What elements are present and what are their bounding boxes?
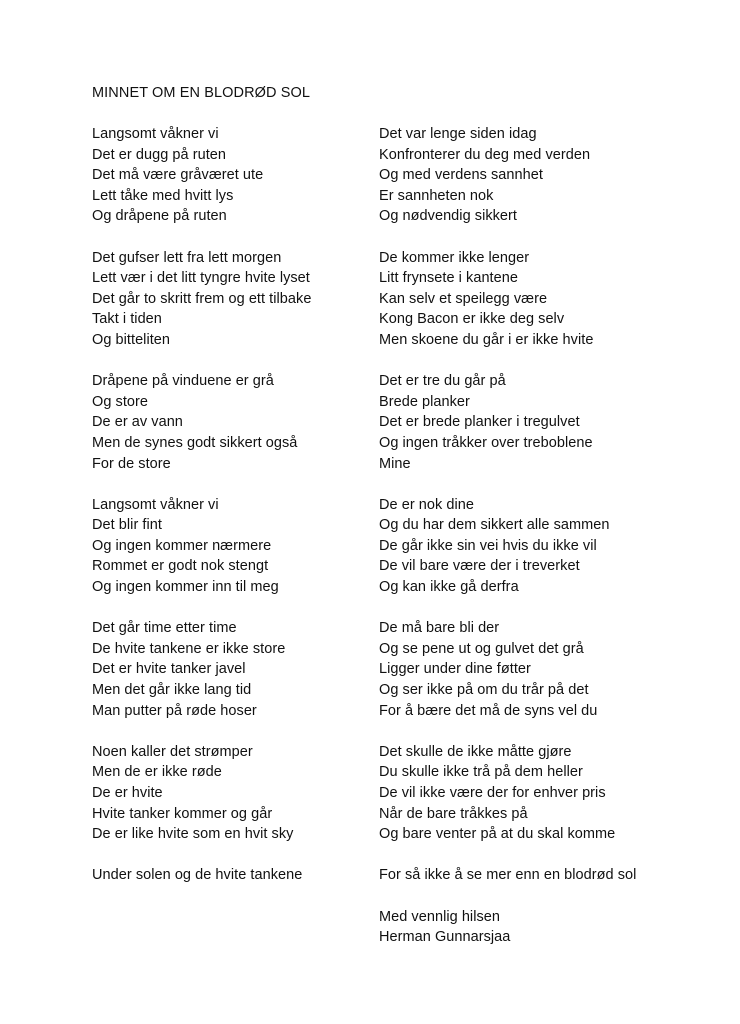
poem-line: Mine xyxy=(379,455,411,472)
poem-line: Kong Bacon er ikke deg selv xyxy=(379,311,565,328)
poem-line: Men skoene du går i er ikke hvite xyxy=(379,331,594,348)
poem-line: Lett tåke med hvitt lys xyxy=(92,187,234,204)
left-column xyxy=(92,124,372,907)
poem-line: Er sannheten nok xyxy=(379,187,494,204)
poem-title: MINNET OM EN BLODRØD SOL xyxy=(92,85,311,101)
poem-line: Det er hvite tanker javel xyxy=(92,661,246,678)
poem-line: Og bare venter på at du skal komme xyxy=(379,826,616,843)
poem-line: Og ingen kommer nærmere xyxy=(92,537,272,554)
poem-line: De kommer ikke lenger xyxy=(379,249,530,266)
poem-line: Det går to skritt frem og ett tilbake xyxy=(92,290,312,307)
poem-line: Det går time etter time xyxy=(92,620,237,637)
stanza xyxy=(92,742,372,845)
stanza xyxy=(379,248,709,351)
poem-line: Hvite tanker kommer og går xyxy=(92,805,273,822)
poem-line: Rommet er godt nok stengt xyxy=(92,558,269,575)
poem-line: Og dråpene på ruten xyxy=(92,208,227,225)
poem-line: De vil ikke være der for enhver pris xyxy=(379,785,606,801)
poem-line: Det er brede planker i tregulvet xyxy=(379,414,580,431)
poem-line: Og se pene ut og gulvet det grå xyxy=(379,640,584,657)
stanza xyxy=(92,371,372,474)
poem-line: Lett vær i det litt tyngre hvite lyset xyxy=(92,270,310,287)
stanza xyxy=(92,865,372,886)
poem-line: Og ingen kommer inn til meg xyxy=(92,579,279,596)
poem-line: Det skulle de ikke måtte gjøre xyxy=(379,743,572,760)
stanza xyxy=(379,865,709,886)
poem-line: Brede planker xyxy=(379,393,470,410)
poem-line: Litt frynsete i kantene xyxy=(379,270,518,287)
poem-line: De må bare bli der xyxy=(379,620,500,637)
poem-line: Ligger under dine føtter xyxy=(379,661,531,678)
stanza xyxy=(379,907,709,948)
stanza xyxy=(379,618,709,721)
stanza xyxy=(379,371,709,474)
poem-line: Det er dugg på ruten xyxy=(92,146,227,163)
poem-line: Og med verdens sannhet xyxy=(379,167,543,184)
poem-line: De vil bare være der i treverket xyxy=(379,558,580,575)
poem-line: Det må være gråværet ute xyxy=(92,167,264,184)
poem-line: Det er tre du går på xyxy=(379,373,506,390)
poem-line: Det var lenge siden idag xyxy=(379,126,537,142)
poem-line: For å bære det må de syns vel du xyxy=(379,702,598,719)
poem-line: Og kan ikke gå derfra xyxy=(379,579,519,596)
stanza xyxy=(379,742,709,845)
poem-line: Men de er ikke røde xyxy=(92,764,222,781)
poem-line: Det gufser lett fra lett morgen xyxy=(92,249,282,266)
poem-line: For de store xyxy=(92,455,171,472)
poem-line: Og du har dem sikkert alle sammen xyxy=(379,517,610,534)
right-column xyxy=(379,124,709,968)
poem-line: Når de bare tråkkes på xyxy=(379,805,528,822)
poem-line: De er hvite xyxy=(92,785,163,801)
poem-line: De er like hvite som en hvit sky xyxy=(92,826,294,843)
poem-line: Men de synes godt sikkert også xyxy=(92,434,298,451)
poem-line: Med vennlig hilsen xyxy=(379,908,500,925)
poem-line: De er nok dine xyxy=(379,496,475,513)
poem-line: De går ikke sin vei hvis du ikke vil xyxy=(379,537,597,554)
poem-line: De hvite tankene er ikke store xyxy=(92,640,286,657)
poem-line: Og ingen tråkker over treboblene xyxy=(379,434,593,451)
poem-line: For så ikke å se mer enn en blodrød sol xyxy=(379,867,637,884)
poem-line: De er av vann xyxy=(92,414,183,431)
poem-line: Og store xyxy=(92,393,149,410)
poem-line: Konfronterer du deg med verden xyxy=(379,146,591,163)
poem-line: Herman Gunnarsjaa xyxy=(379,929,511,946)
stanza xyxy=(92,495,372,598)
poem-line: Takt i tiden xyxy=(92,311,162,328)
poem-line: Noen kaller det strømper xyxy=(92,743,253,760)
poem-line: Det blir fint xyxy=(92,517,162,534)
poem-line: Langsomt våkner vi xyxy=(92,496,219,513)
poem-line: Og bitteliten xyxy=(92,331,171,348)
poem-line: Du skulle ikke trå på dem heller xyxy=(379,764,583,781)
poem-line: Men det går ikke lang tid xyxy=(92,682,252,699)
stanza xyxy=(92,248,372,351)
stanza xyxy=(379,124,709,227)
stanza xyxy=(92,618,372,721)
poem-line: Dråpene på vinduene er grå xyxy=(92,373,274,390)
poem-line: Langsomt våkner vi xyxy=(92,126,219,142)
poem-line: Man putter på røde hoser xyxy=(92,702,257,719)
stanza xyxy=(92,124,372,227)
poem-line: Og nødvendig sikkert xyxy=(379,208,518,225)
stanza xyxy=(379,495,709,598)
poem-line: Og ser ikke på om du trår på det xyxy=(379,682,589,699)
poem-line: Under solen og de hvite tankene xyxy=(92,867,303,884)
poem-line: Kan selv et speilegg være xyxy=(379,290,548,307)
